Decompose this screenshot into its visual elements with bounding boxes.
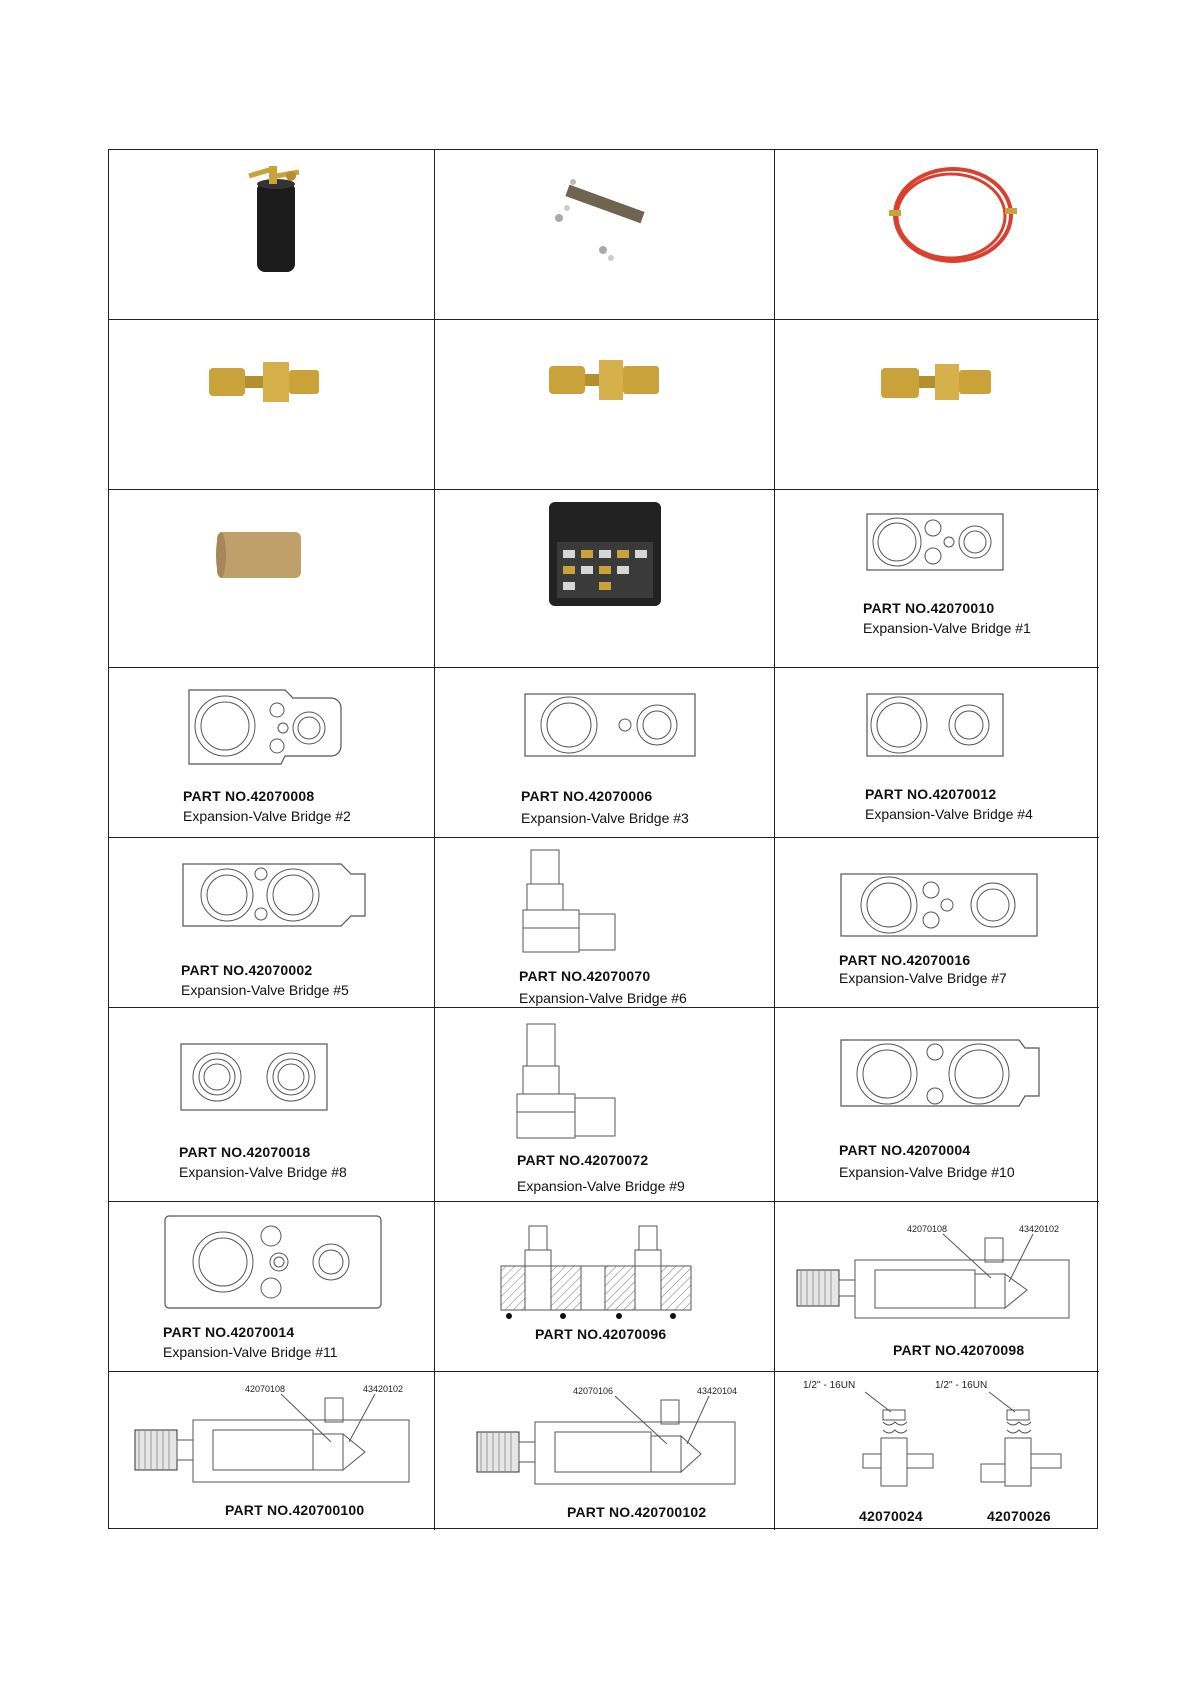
callout-label: 42070108 bbox=[245, 1384, 286, 1394]
cell-brass-adapter-2 bbox=[435, 320, 775, 490]
thread-label: 1/2'' - 16UN bbox=[803, 1380, 856, 1391]
part-description: Expansion-Valve Bridge #9 bbox=[517, 1178, 685, 1194]
cell-bridge-7 bbox=[775, 838, 1099, 1008]
callout-label: 42070108 bbox=[907, 1224, 948, 1234]
cell-bridge-9 bbox=[435, 1008, 775, 1202]
red-hose-image bbox=[875, 160, 1025, 270]
part-number: PART NO.42070072 bbox=[517, 1152, 649, 1168]
cell-red-hose bbox=[775, 150, 1099, 320]
part-description: Expansion-Valve Bridge #2 bbox=[183, 808, 351, 824]
cell-bracket-kit bbox=[435, 150, 775, 320]
cell-tool-case bbox=[435, 490, 775, 668]
valve-tool-drawing bbox=[475, 1392, 755, 1492]
callout-label: 43420102 bbox=[1019, 1224, 1060, 1234]
part-number: PART NO.42070070 bbox=[519, 968, 651, 984]
bridge-11-drawing bbox=[163, 1214, 383, 1310]
bridge-9-drawing bbox=[515, 1020, 625, 1144]
cell-brass-adapter-1 bbox=[109, 320, 435, 490]
receiver-drier-image bbox=[229, 162, 319, 277]
part-description: Expansion-Valve Bridge #6 bbox=[519, 990, 687, 1006]
cell-valve-tool-98 bbox=[775, 1202, 1099, 1372]
tool-case-image bbox=[545, 498, 665, 610]
callout-label: 43420102 bbox=[363, 1384, 404, 1394]
cell-bridge-8 bbox=[109, 1008, 435, 1202]
part-number: PART NO.42070098 bbox=[893, 1342, 1025, 1358]
part-number: PART NO.42070006 bbox=[521, 788, 653, 804]
part-description: Expansion-Valve Bridge #1 bbox=[863, 620, 1031, 636]
tee-fitting-drawing-left bbox=[835, 1388, 945, 1498]
cell-bridge-11 bbox=[109, 1202, 435, 1372]
cell-bridge-5 bbox=[109, 838, 435, 1008]
bridge-2-drawing bbox=[185, 686, 349, 768]
bridge-3-drawing bbox=[523, 692, 697, 758]
part-number: PART NO.42070002 bbox=[181, 962, 313, 978]
part-description: Expansion-Valve Bridge #4 bbox=[865, 806, 1033, 822]
bridge-5-drawing bbox=[181, 862, 371, 928]
cell-bridge-1 bbox=[775, 490, 1099, 668]
part-number: PART NO.42070014 bbox=[163, 1324, 295, 1340]
cell-receiver-drier bbox=[109, 150, 435, 320]
cell-brass-sleeve bbox=[109, 490, 435, 668]
callout-label: 42070106 bbox=[573, 1386, 614, 1396]
part-number: PART NO.42070018 bbox=[179, 1144, 311, 1160]
cell-bridge-6 bbox=[435, 838, 775, 1008]
part-number: PART NO.42070016 bbox=[839, 952, 971, 968]
part-description: Expansion-Valve Bridge #7 bbox=[839, 970, 1007, 986]
bridge-8-drawing bbox=[179, 1042, 329, 1112]
part-description: Expansion-Valve Bridge #5 bbox=[181, 982, 349, 998]
cell-valve-tool-100 bbox=[109, 1372, 435, 1530]
part-number: PART NO.42070096 bbox=[535, 1326, 667, 1342]
cell-bridge-3 bbox=[435, 668, 775, 838]
cell-brass-adapter-3 bbox=[775, 320, 1099, 490]
part-number: 42070024 bbox=[859, 1508, 923, 1524]
part-description: Expansion-Valve Bridge #8 bbox=[179, 1164, 347, 1180]
thread-label: 1/2'' - 16UN bbox=[935, 1380, 988, 1391]
part-number: PART NO.42070012 bbox=[865, 786, 997, 802]
valve-tool-drawing bbox=[795, 1230, 1075, 1330]
cell-bridge-10 bbox=[775, 1008, 1099, 1202]
bridge-4-drawing bbox=[865, 692, 1005, 758]
cell-bridge-4 bbox=[775, 668, 1099, 838]
part-number: PART NO.42070010 bbox=[863, 600, 995, 616]
bracket-kit-image bbox=[545, 168, 665, 268]
callout-label: 43420104 bbox=[697, 1386, 738, 1396]
adapter-block-drawing bbox=[499, 1222, 693, 1322]
cell-bridge-2 bbox=[109, 668, 435, 838]
cell-tee-fittings bbox=[775, 1372, 1099, 1530]
part-number: 42070026 bbox=[987, 1508, 1051, 1524]
part-description: Expansion-Valve Bridge #11 bbox=[163, 1344, 338, 1360]
bridge-10-drawing bbox=[839, 1038, 1043, 1110]
parts-table bbox=[108, 149, 1098, 1529]
part-number: PART NO.42070004 bbox=[839, 1142, 971, 1158]
part-description: Expansion-Valve Bridge #10 bbox=[839, 1164, 1015, 1180]
part-number: PART NO.420700102 bbox=[567, 1504, 707, 1520]
brass-sleeve-image bbox=[215, 528, 305, 582]
bridge-1-drawing bbox=[865, 510, 1005, 574]
brass-adapter-image bbox=[207, 358, 323, 406]
bridge-6-drawing bbox=[521, 846, 625, 958]
part-number: PART NO.42070008 bbox=[183, 788, 315, 804]
valve-tool-drawing bbox=[133, 1390, 413, 1490]
cell-adapter-block bbox=[435, 1202, 775, 1372]
part-number: PART NO.420700100 bbox=[225, 1502, 365, 1518]
brass-quick-coupler-image bbox=[879, 358, 995, 406]
cell-valve-tool-102 bbox=[435, 1372, 775, 1530]
brass-coupler-image bbox=[547, 356, 663, 404]
part-description: Expansion-Valve Bridge #3 bbox=[521, 810, 689, 826]
bridge-7-drawing bbox=[839, 872, 1039, 938]
tee-fitting-drawing-right bbox=[959, 1388, 1069, 1498]
